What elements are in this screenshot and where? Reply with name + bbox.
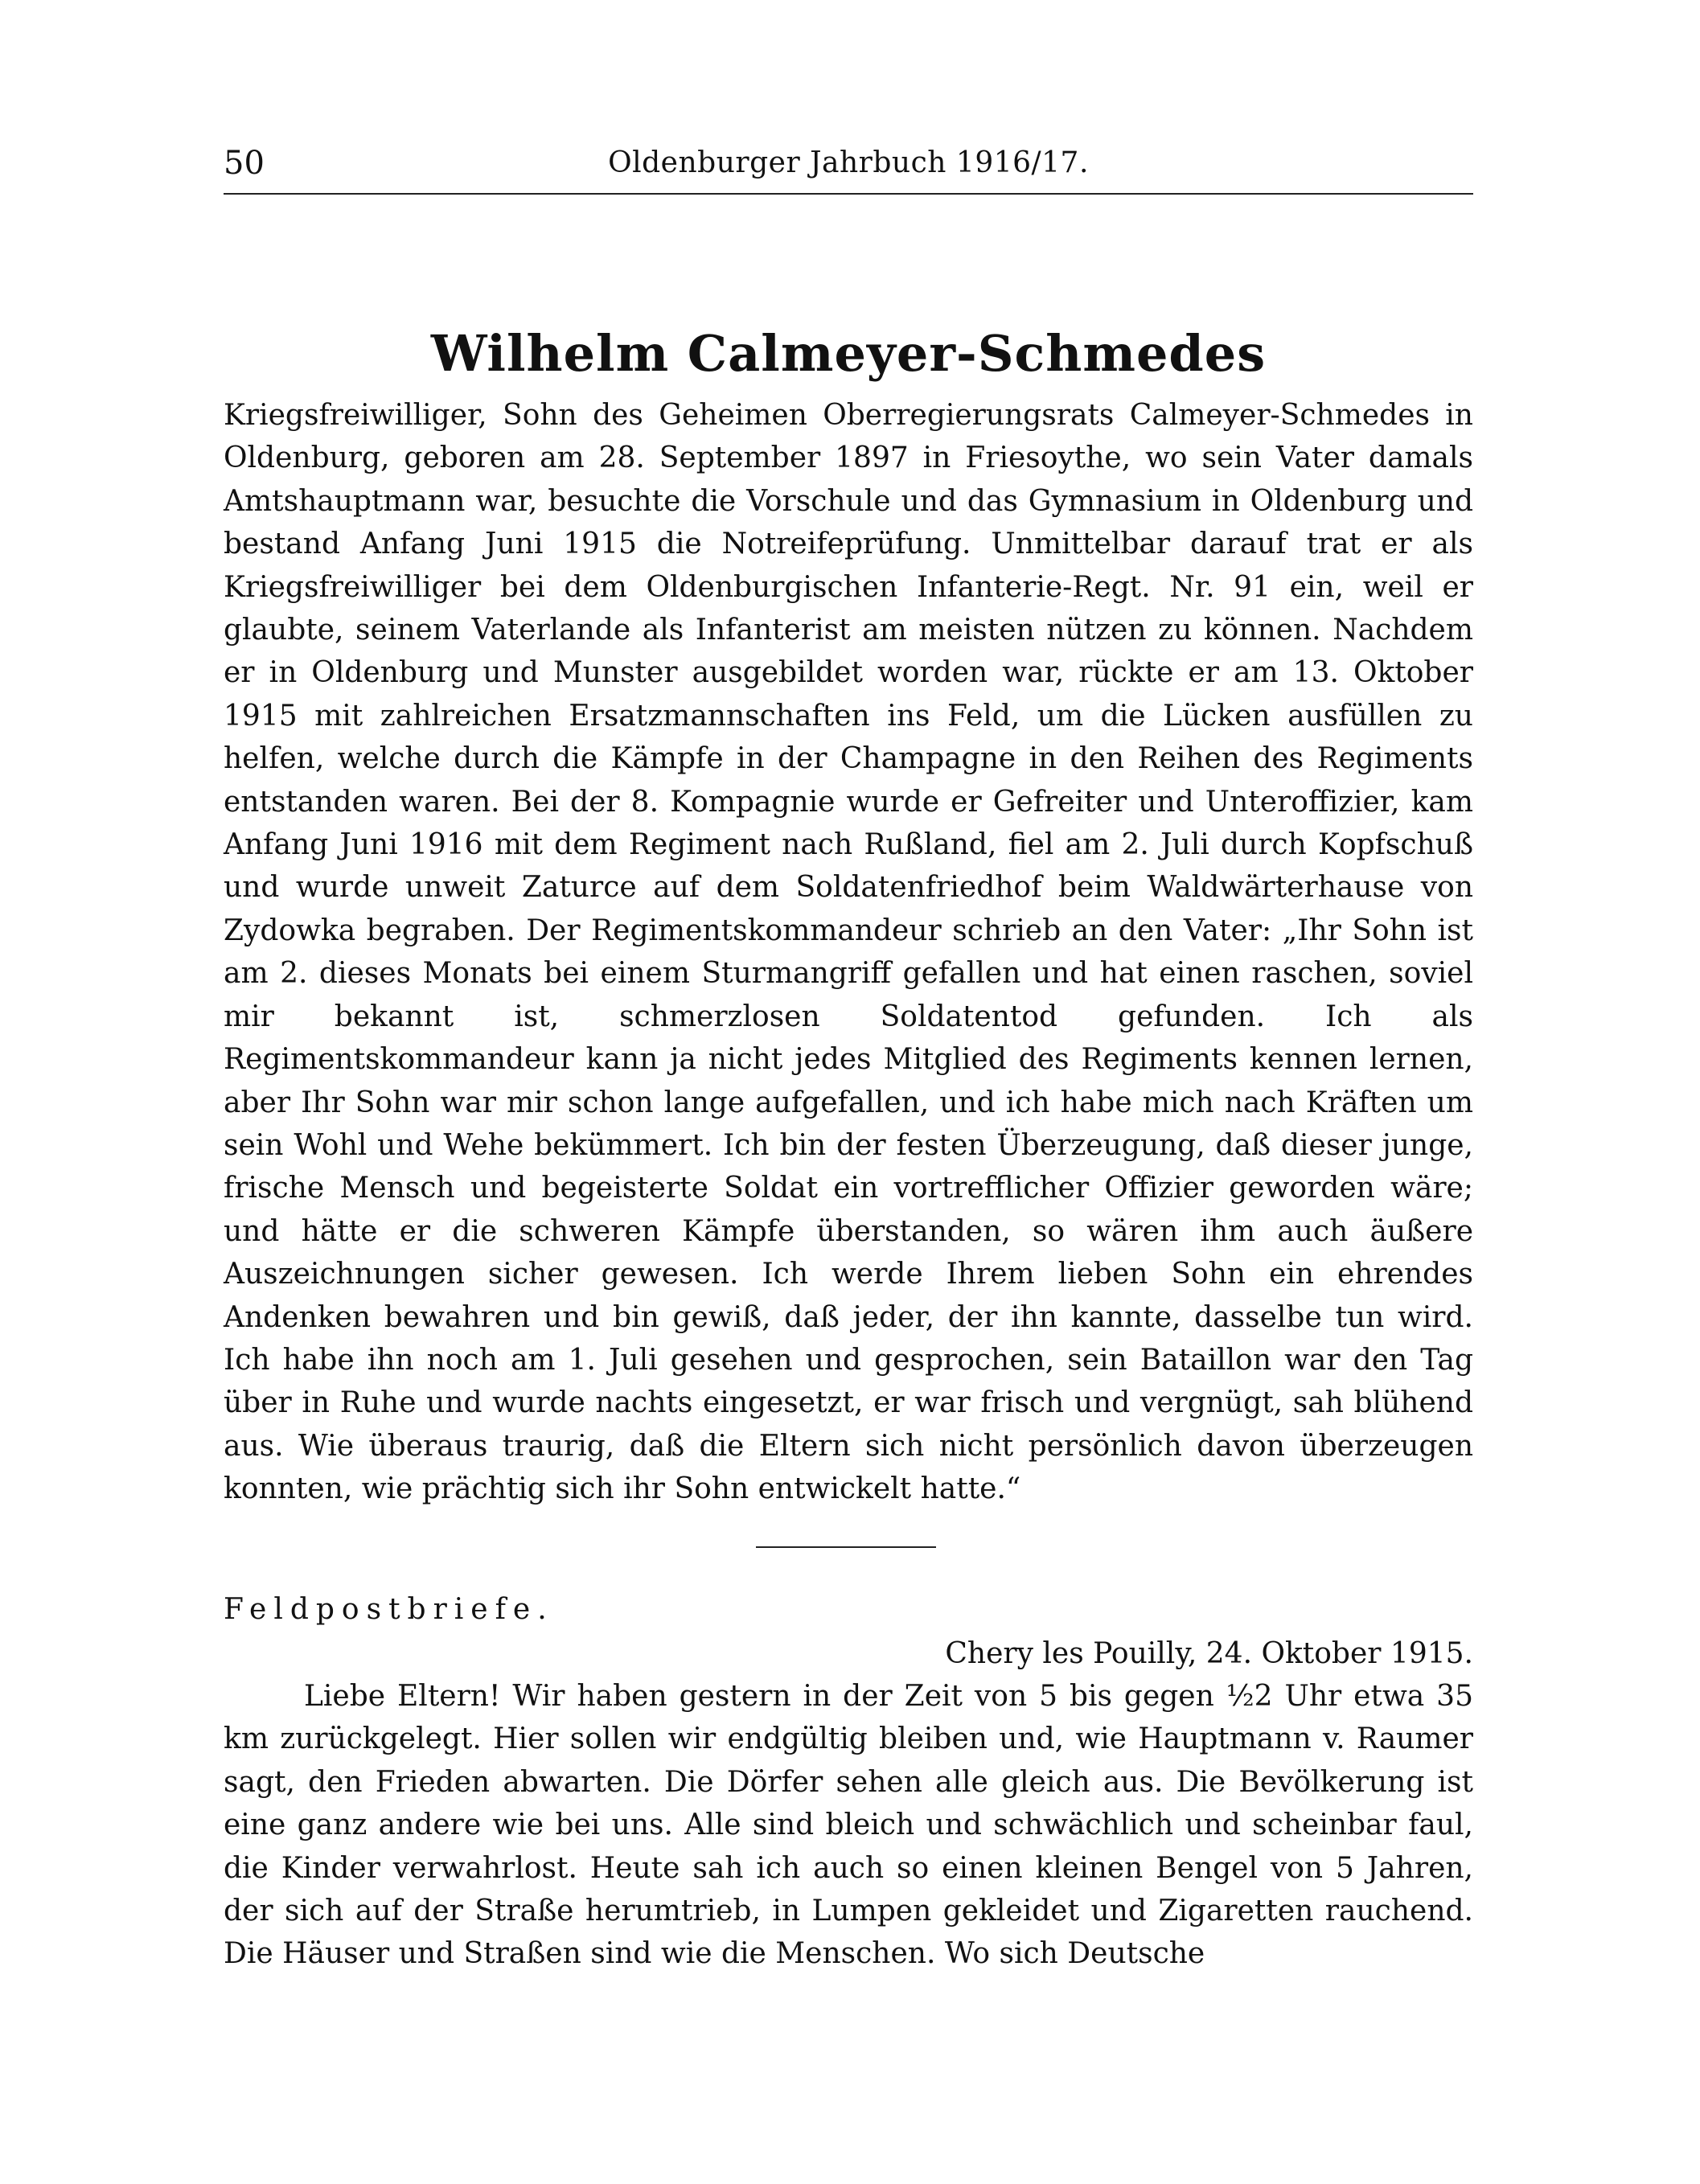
section-label: Feldpostbriefe. — [224, 1593, 554, 1626]
article-title: Wilhelm Calmeyer-Schmedes — [430, 324, 1267, 383]
header-rule — [224, 193, 1473, 195]
biography-paragraph: Kriegsfreiwilliger, Sohn des Geheimen Oberregierungsrats Calmeyer-Schmedes in Oldenburg, geboren am 28. September 1897 in Friesoythe, wo sein Vater damals Amtshauptmann war, besuchte die Vorschule und das Gymnasium in Oldenburg und bestand Anfang Juni 1915 die Notreifeprüfung. Unmittelbar darauf trat er als Kriegsfreiwilliger bei dem Oldenburgischen Infanterie-Regt. Nr. 91 ein, weil er glaubte, seinem Vaterlande als Infanterist am meisten nützen zu können. Nachdem er in Oldenburg und Munster ausgebildet worden war, rückte er am 13. Oktober 1915 mit zahlreichen Ersatzmannschaften ins Feld, um die Lücken ausfüllen zu helfen, welche durch die Kämpfe in der Champagne in den Reihen des Regiments entstanden waren. Bei der 8. Kompagnie wurde er Gefreiter und Unteroffizier, kam Anfang Juni 1916 mit dem Regiment nach Rußland, fiel am 2. Juli durch Kopfschuß und wurde unweit Zaturce auf dem Soldatenfriedhof beim Waldwärterhause von Zydowka begraben. Der Regimentskommandeur schrieb an den Vater: „Ihr Sohn ist am 2. dieses Monats bei einem Sturmangriff gefallen und hat einen raschen, soviel mir bekannt ist, schmerzlosen Soldatentod gefunden. Ich als Regimentskommandeur kann ja nicht jedes Mitglied des Regiments kennen lernen, aber Ihr Sohn war mir schon lange aufgefallen, und ich habe mich nach Kräften um sein Wohl und Wehe bekümmert. Ich bin der festen Überzeugung, daß dieser junge, frische Mensch und begeisterte Soldat ein vortrefflicher Offizier geworden wäre; und hätte er die schweren Kämpfe überstanden, so wären ihm auch äußere Auszeichnungen sicher gewesen. Ich werde Ihrem lieben Sohn ein ehrendes Andenken bewahren und bin gewiß, daß jeder, der ihn kannte, dasselbe tun wird. Ich habe ihn noch am 1. Juli gesehen und gesprochen, sein Bataillon war den Tag über in Ruhe und wurde nachts eingesetzt, er war frisch und vergnügt, sah blühend aus. Wie überaus traurig, daß die Eltern sich nicht persönlich davon überzeugen konnten, wie prächtig sich ihr Sohn entwickelt hatte.“ — [224, 399, 1473, 1506]
letter-dateline: Chery les Pouilly, 24. Oktober 1915. — [945, 1637, 1473, 1670]
page-header — [224, 143, 1473, 191]
letter-paragraph: Liebe Eltern! Wir haben gestern in der Zeit von 5 bis gegen ½2 Uhr etwa 35 km zurückgelegt. Hier sollen wir endgültig bleiben und, wie Hauptmann v. Raumer sagt, den Frieden abwarten. Die Dörfer sehen alle gleich aus. Die Bevölkerung ist eine ganz andere wie bei uns. Alle sind bleich und schwächlich und scheinbar faul, die Kinder verwahrlost. Heute sah ich auch so einen kleinen Bengel von 5 Jahren, der sich auf der Straße herumtrieb, in Lumpen gekleidet und Zigaretten rauchend. Die Häuser und Straßen sind wie die Menschen. Wo sich Deutsche — [224, 1680, 1473, 1971]
section-divider — [756, 1546, 936, 1548]
running-head: Oldenburger Jahrbuch 1916/17. — [608, 146, 1089, 179]
page-number: 50 — [224, 145, 265, 182]
